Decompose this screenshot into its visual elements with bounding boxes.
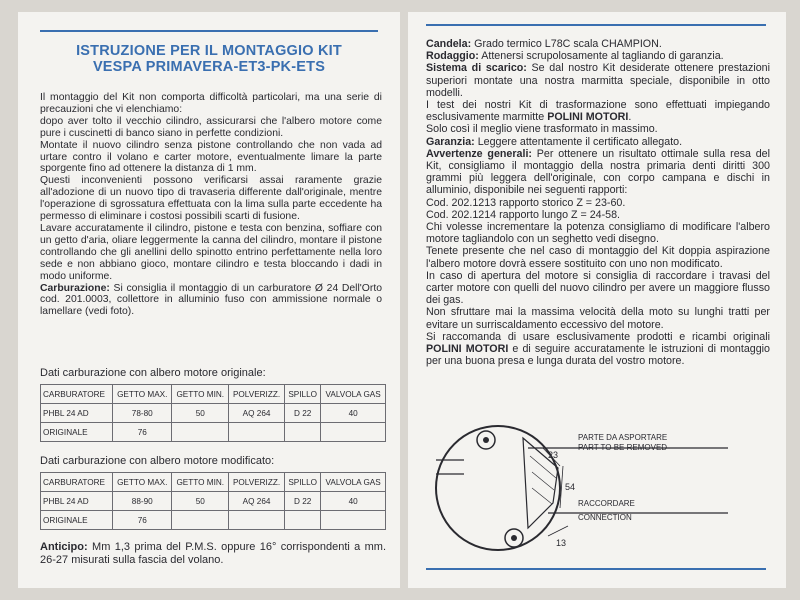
table2-title: Dati carburazione con albero motore modificato: <box>40 455 275 467</box>
table-cell: PHBL 24 AD <box>41 404 113 423</box>
remove-label-en: PART TO BE REMOVED <box>578 443 668 452</box>
para-mount: Montate il nuovo cilindro senza pistone controllando che non vada ad urtare contro il volano e carter motore, eventualmente limare la parte sporgente fino ad ottenere la distanza di 1 mm. <box>40 139 382 175</box>
table-cell <box>321 511 386 530</box>
para-chi: Chi volesse incrementare la potenza consigliamo di modificare l'albero motore tagliandolo con un seghetto vedi disegno. <box>426 221 770 246</box>
hatch-3 <box>532 472 554 490</box>
para-rodaggio <box>426 50 770 62</box>
test-text: I test dei nostri Kit di trasformazione sono effettuati impiegando esclusivamente marmitte <box>426 99 770 124</box>
para-non: Non sfruttare mai la massima velocità della moto su lunghi tratti per evitare un surriscaldamento eccessivo del motore. <box>426 306 770 331</box>
table-header-cell: GETTO MAX. <box>113 473 172 492</box>
para-scarico <box>426 62 770 99</box>
table-cell: 50 <box>172 492 229 511</box>
table-cell: 76 <box>113 423 172 442</box>
anticipo-text <box>40 541 386 567</box>
bottom-rule-right <box>426 568 766 570</box>
table-header-cell: CARBURATORE <box>41 473 113 492</box>
table-row <box>41 404 386 423</box>
scarico-label: Sistema di scarico: <box>426 62 527 75</box>
anticipo-value: Mm 1,3 prima del P.M.S. oppure 16° corrispondenti a mm. 26-27 misurati sulla fascia del volano. <box>40 541 387 566</box>
rodaggio-text: Attenersi scrupolosamente al tagliando di garanzia. <box>481 50 724 63</box>
table-cell: D 22 <box>285 492 321 511</box>
table-cell <box>285 511 321 530</box>
table-header-row <box>41 385 386 404</box>
table-header-cell: GETTO MAX. <box>113 385 172 404</box>
table-header-cell: VALVOLA GAS <box>321 473 386 492</box>
bolt-top-center <box>483 437 489 443</box>
table-cell: ORIGINALE <box>41 423 113 442</box>
candela-label: Candela: <box>426 38 472 50</box>
connect-label-it: RACCORDARE <box>578 499 635 508</box>
para-issues: Questi inconvenienti possono verificarsi assai raramente grazie all'adozione di un nuovo tipo di travaseria differente dall'originale, mentre l'operazione di sgrossatura effettuata con la lima sulla parte eccedente ha permesso di eliminare i costosi possibili scarti di fusione. <box>40 175 382 223</box>
anticipo-label: Anticipo: <box>40 541 88 553</box>
racc-text-2: e di seguire accuratamente le istruzioni di montaggio per una buona presa e lunga durata del vostro motore. <box>426 343 770 368</box>
candela-text: Grado termico L78C scala CHAMPION. <box>474 38 662 50</box>
table-header-cell: GETTO MIN. <box>172 473 229 492</box>
table-header-cell: POLVERIZZ. <box>229 473 285 492</box>
table-cell: AQ 264 <box>229 492 285 511</box>
table-cell: ORIGINALE <box>41 511 113 530</box>
table-cell: 50 <box>172 404 229 423</box>
garanzia-label: Garanzia: <box>426 135 475 148</box>
right-text <box>426 38 770 367</box>
top-rule <box>40 30 378 32</box>
test-end: . <box>628 111 632 124</box>
para-garanzia <box>426 136 770 148</box>
carb-label: Carburazione: <box>40 282 110 294</box>
crank-outline <box>436 426 560 550</box>
crankshaft-diagram <box>428 408 768 568</box>
carb-table-modified <box>40 472 386 530</box>
table-header-cell: VALVOLA GAS <box>321 385 386 404</box>
top-rule-right <box>426 24 766 26</box>
table-cell <box>229 511 285 530</box>
table-cell <box>172 423 229 442</box>
para-carburation <box>40 283 382 319</box>
para-tenete: Tenete presente che nel caso di montaggio del Kit doppia aspirazione l'albero motore dovrà essere sostituito con uno non modificato. <box>426 245 770 270</box>
avv-label: Avvertenze generali: <box>426 147 532 160</box>
avv-text: Per ottenere un risultato ottimale sulla resa del Kit, consigliamo il montaggio della nostra primaria denti diritti 300 grammi più leggera dell'originale, con corpo campana e dischi in alluminio, disponibile nei seguenti rapporti: <box>426 147 770 197</box>
polini-brand: POLINI MOTORI <box>547 111 629 124</box>
dim-a-label: 23 <box>548 450 559 460</box>
polini-brand-2: POLINI MOTORI <box>426 343 509 356</box>
left-page <box>18 12 400 588</box>
table1-title: Dati carburazione con albero motore originale: <box>40 367 266 379</box>
table-cell: 40 <box>321 492 386 511</box>
table-cell: D 22 <box>285 404 321 423</box>
table-cell <box>321 423 386 442</box>
para-intro: Il montaggio del Kit non comporta difficoltà particolari, ma una serie di precauzioni che vi elenchiamo: <box>40 92 382 115</box>
dim-c-label: 13 <box>556 538 567 548</box>
dim-b-label: 54 <box>565 482 576 492</box>
hatch-4 <box>532 488 552 504</box>
table-cell: PHBL 24 AD <box>41 492 113 511</box>
title-line-1: ISTRUZIONE PER IL MONTAGGIO KIT <box>76 43 342 59</box>
carb-table-original <box>40 384 386 442</box>
table-cell <box>172 511 229 530</box>
cod-2: Cod. 202.1214 rapporto lungo Z = 24-58. <box>426 208 620 221</box>
dim-line-c <box>548 526 568 536</box>
table-row <box>41 423 386 442</box>
garanzia-text: Leggere attentamente il certificato allegato. <box>477 135 683 148</box>
racc-text: Si raccomanda di usare esclusivamente prodotti e ricambi originali <box>426 330 770 343</box>
table-cell <box>229 423 285 442</box>
table-header-cell: CARBURATORE <box>41 385 113 404</box>
para-avvertenze <box>426 148 770 197</box>
table-header-cell: POLVERIZZ. <box>229 385 285 404</box>
cod-1: Cod. 202.1213 rapporto storico Z = 23-60. <box>426 196 626 209</box>
table-cell: 76 <box>113 511 172 530</box>
table-header-cell: SPILLO <box>285 473 321 492</box>
table-header-cell: GETTO MIN. <box>172 385 229 404</box>
scarico-text: Se dal nostro Kit desiderate ottenere prestazioni superiori montate una nostra marmitta speciale, disponibile in otto modelli. <box>426 62 770 99</box>
table-row <box>41 511 386 530</box>
table-cell: 88-90 <box>113 492 172 511</box>
right-page <box>408 12 786 588</box>
title-line-2: VESPA PRIMAVERA-ET3-PK-ETS <box>92 59 326 75</box>
para-cylinder: dopo aver tolto il vecchio cilindro, assicurarsi che l'albero motore come pure i cuscinetti di banco siano in perfette condizioni. <box>40 115 382 139</box>
table-row <box>41 492 386 511</box>
rodaggio-label: Rodaggio: <box>426 50 479 63</box>
intro-text <box>40 92 382 318</box>
table-cell: AQ 264 <box>229 404 285 423</box>
carb-text: Si consiglia il montaggio di un carburatore Ø 24 Dell'Orto cod. 201.0003, collettore in alluminio fuso con ammissione normale o lamellare (vedi foto). <box>40 282 382 318</box>
para-solo: Solo così il meglio viene trasformato in massimo. <box>426 123 658 136</box>
table-cell: 40 <box>321 404 386 423</box>
bolt-bottom-center <box>511 535 517 541</box>
para-raccomanda <box>426 331 770 368</box>
para-caso: In caso di apertura del motore si consiglia di raccordare i travasi del carter motore con quelli del nuovo cilindro per avere un maggiore flusso dei gas. <box>426 269 770 307</box>
connect-label-en: CONNECTION <box>578 513 632 522</box>
para-test <box>426 99 770 123</box>
para-candela <box>426 38 770 50</box>
table-cell <box>285 423 321 442</box>
table-cell: 78-80 <box>113 404 172 423</box>
remove-label-it: PARTE DA ASPORTARE <box>578 433 668 442</box>
para-wash: Lavare accuratamente il cilindro, pistone e testa con benzina, soffiare con un getto d'aria, oliare leggermente la canna del cilindro, montare il pistone controllando che gli anellini dello spinotto entrino perfettamente nella loro sede e non abbiano gioco, montare cilindro e testa bloccando i dadi in modo uniforme. <box>40 222 382 282</box>
table-header-row <box>41 473 386 492</box>
table-header-cell: SPILLO <box>285 385 321 404</box>
